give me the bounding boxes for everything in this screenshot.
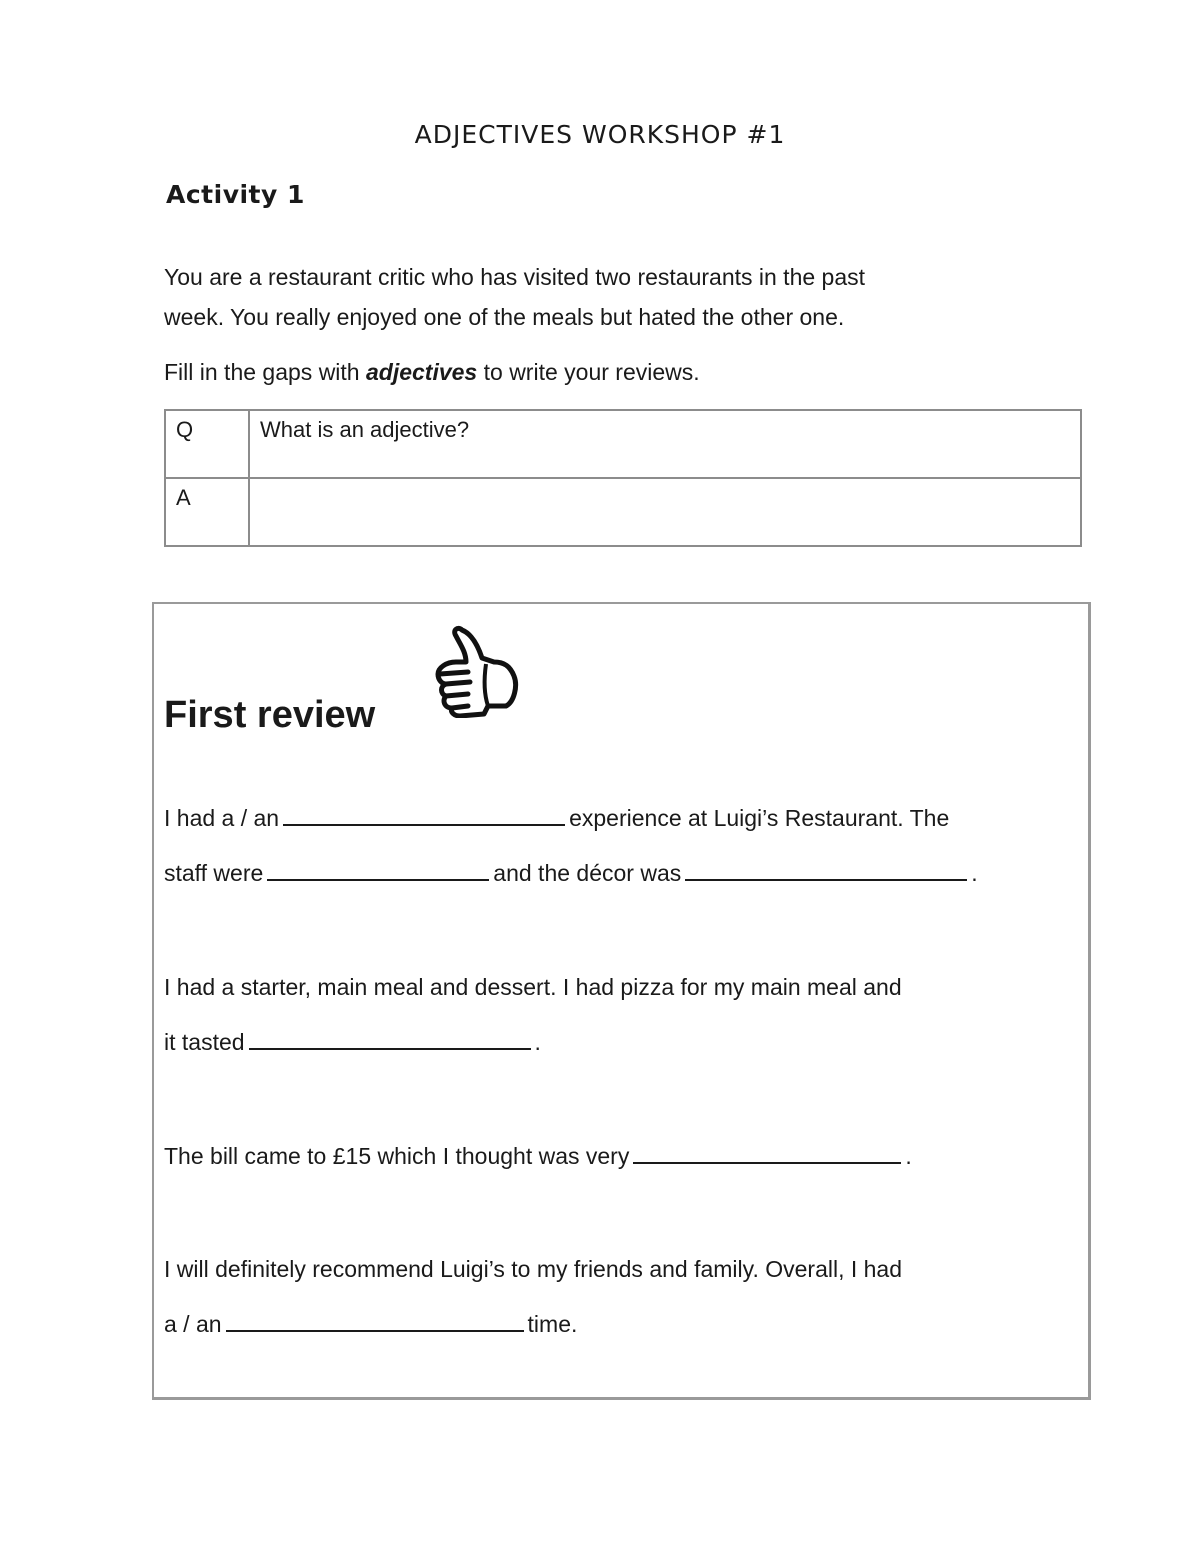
review-text: time. — [527, 1311, 578, 1337]
intro-line: week. You really enjoyed one of the meals but hated the other one. — [164, 304, 845, 330]
review-title: First review — [164, 694, 376, 736]
review-text: The bill came to £15 which I thought was very — [164, 1143, 630, 1169]
review-text: . — [971, 860, 978, 886]
review-text: it tasted — [164, 1029, 245, 1055]
review-text: a / an — [164, 1311, 222, 1337]
review-text: . — [534, 1029, 541, 1055]
intro-paragraph — [164, 257, 1064, 337]
question-key-cell: Q — [165, 410, 249, 478]
review-text: staff were — [164, 860, 264, 886]
review-line — [164, 857, 978, 889]
instruction-text — [164, 352, 700, 392]
review-line — [164, 1140, 912, 1172]
blank-gap[interactable] — [267, 857, 489, 881]
review-line — [164, 1026, 541, 1058]
question-cell: What is an adjective? — [249, 410, 1081, 478]
intro-line: You are a restaurant critic who has visited two restaurants in the past — [164, 264, 866, 290]
document-title: ADJECTIVES WORKSHOP #1 — [414, 120, 786, 149]
instruction-after: to write your reviews. — [477, 359, 700, 385]
blank-gap[interactable] — [685, 857, 967, 881]
review-text: I had a / an — [164, 805, 280, 831]
table-row — [165, 478, 1081, 546]
activity-heading: Activity 1 — [166, 180, 305, 209]
blank-gap[interactable] — [226, 1308, 524, 1332]
review-text: and the décor was — [493, 860, 682, 886]
review-text: experience at Luigi’s Restaurant. The — [569, 805, 950, 831]
review-line: I had a starter, main meal and dessert. I had pizza for my main meal and — [164, 974, 902, 1000]
blank-gap[interactable] — [633, 1140, 901, 1164]
table-row — [165, 410, 1081, 478]
review-line: I will definitely recommend Luigi’s to my friends and family. Overall, I had — [164, 1256, 903, 1282]
instruction-emphasis: adjectives — [365, 359, 478, 385]
answer-cell[interactable] — [249, 478, 1081, 546]
review-line — [164, 802, 949, 834]
blank-gap[interactable] — [283, 802, 565, 826]
instruction-before: Fill in the gaps with — [164, 359, 366, 385]
blank-gap[interactable] — [249, 1026, 531, 1050]
answer-key-cell: A — [165, 478, 249, 546]
review-text: . — [905, 1143, 912, 1169]
thumbs-up-icon — [428, 622, 520, 718]
review-line — [164, 1308, 577, 1340]
qa-table — [164, 409, 1082, 547]
